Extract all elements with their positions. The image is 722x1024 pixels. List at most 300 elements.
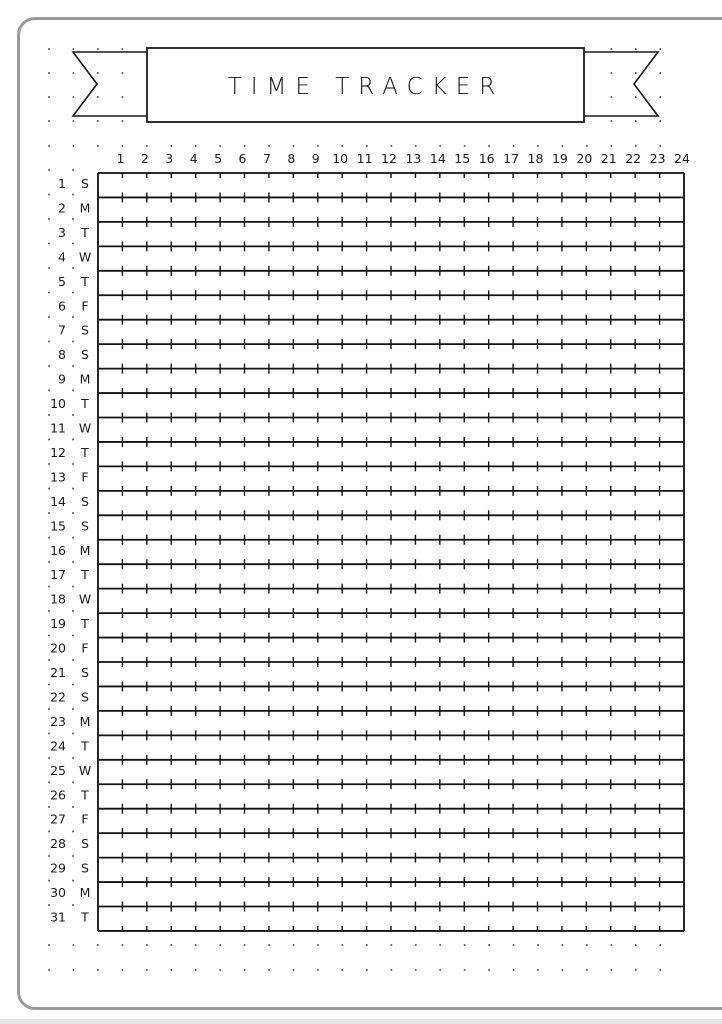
- hour-cell[interactable]: [196, 344, 220, 368]
- hour-cell[interactable]: [269, 271, 293, 295]
- hour-cell[interactable]: [415, 197, 439, 221]
- hour-cell[interactable]: [342, 711, 366, 735]
- hour-cell[interactable]: [342, 222, 366, 246]
- hour-cell[interactable]: [98, 222, 122, 246]
- hour-cell[interactable]: [318, 564, 342, 588]
- hour-cell[interactable]: [293, 369, 317, 393]
- hour-cell[interactable]: [269, 686, 293, 710]
- hour-cell[interactable]: [220, 907, 244, 931]
- hour-cell[interactable]: [538, 858, 562, 882]
- hour-cell[interactable]: [122, 173, 146, 197]
- hour-cell[interactable]: [415, 295, 439, 319]
- hour-cell[interactable]: [122, 613, 146, 637]
- hour-cell[interactable]: [660, 858, 684, 882]
- hour-cell[interactable]: [98, 540, 122, 564]
- hour-cell[interactable]: [293, 686, 317, 710]
- hour-cell[interactable]: [171, 271, 195, 295]
- hour-cell[interactable]: [513, 564, 537, 588]
- hour-cell[interactable]: [196, 589, 220, 613]
- hour-cell[interactable]: [318, 686, 342, 710]
- hour-cell[interactable]: [635, 662, 659, 686]
- hour-cell[interactable]: [489, 833, 513, 857]
- hour-cell[interactable]: [464, 809, 488, 833]
- hour-cell[interactable]: [586, 393, 610, 417]
- hour-cell[interactable]: [269, 589, 293, 613]
- hour-cell[interactable]: [318, 418, 342, 442]
- hour-cell[interactable]: [196, 369, 220, 393]
- hour-cell[interactable]: [245, 344, 269, 368]
- hour-cell[interactable]: [147, 295, 171, 319]
- hour-cell[interactable]: [513, 222, 537, 246]
- hour-cell[interactable]: [342, 442, 366, 466]
- hour-cell[interactable]: [611, 638, 635, 662]
- hour-cell[interactable]: [293, 711, 317, 735]
- hour-cell[interactable]: [245, 466, 269, 490]
- hour-cell[interactable]: [391, 222, 415, 246]
- hour-cell[interactable]: [98, 466, 122, 490]
- hour-cell[interactable]: [513, 393, 537, 417]
- hour-cell[interactable]: [464, 564, 488, 588]
- hour-cell[interactable]: [538, 564, 562, 588]
- hour-cell[interactable]: [98, 246, 122, 270]
- hour-cell[interactable]: [122, 858, 146, 882]
- hour-cell[interactable]: [635, 540, 659, 564]
- hour-cell[interactable]: [415, 735, 439, 759]
- hour-cell[interactable]: [196, 638, 220, 662]
- hour-cell[interactable]: [538, 246, 562, 270]
- hour-cell[interactable]: [269, 907, 293, 931]
- hour-cell[interactable]: [660, 418, 684, 442]
- hour-cell[interactable]: [440, 907, 464, 931]
- hour-cell[interactable]: [220, 662, 244, 686]
- hour-cell[interactable]: [318, 393, 342, 417]
- hour-cell[interactable]: [635, 833, 659, 857]
- hour-cell[interactable]: [489, 442, 513, 466]
- hour-cell[interactable]: [464, 686, 488, 710]
- hour-cell[interactable]: [391, 320, 415, 344]
- hour-cell[interactable]: [635, 882, 659, 906]
- hour-cell[interactable]: [635, 320, 659, 344]
- hour-cell[interactable]: [342, 173, 366, 197]
- hour-cell[interactable]: [171, 393, 195, 417]
- hour-cell[interactable]: [489, 466, 513, 490]
- hour-cell[interactable]: [367, 760, 391, 784]
- hour-cell[interactable]: [513, 735, 537, 759]
- hour-cell[interactable]: [635, 686, 659, 710]
- hour-cell[interactable]: [122, 809, 146, 833]
- hour-cell[interactable]: [196, 882, 220, 906]
- hour-cell[interactable]: [122, 784, 146, 808]
- hour-cell[interactable]: [293, 589, 317, 613]
- hour-cell[interactable]: [415, 271, 439, 295]
- hour-cell[interactable]: [513, 907, 537, 931]
- hour-cell[interactable]: [415, 540, 439, 564]
- hour-cell[interactable]: [98, 393, 122, 417]
- hour-cell[interactable]: [635, 809, 659, 833]
- hour-cell[interactable]: [196, 735, 220, 759]
- hour-cell[interactable]: [318, 442, 342, 466]
- hour-cell[interactable]: [562, 320, 586, 344]
- hour-cell[interactable]: [122, 222, 146, 246]
- hour-cell[interactable]: [367, 442, 391, 466]
- hour-cell[interactable]: [98, 442, 122, 466]
- hour-cell[interactable]: [611, 515, 635, 539]
- hour-cell[interactable]: [147, 491, 171, 515]
- hour-cell[interactable]: [586, 858, 610, 882]
- hour-cell[interactable]: [196, 295, 220, 319]
- hour-cell[interactable]: [586, 222, 610, 246]
- hour-cell[interactable]: [220, 686, 244, 710]
- hour-cell[interactable]: [171, 735, 195, 759]
- hour-cell[interactable]: [513, 197, 537, 221]
- hour-cell[interactable]: [245, 540, 269, 564]
- hour-cell[interactable]: [464, 271, 488, 295]
- hour-cell[interactable]: [513, 295, 537, 319]
- hour-cell[interactable]: [171, 320, 195, 344]
- hour-cell[interactable]: [196, 197, 220, 221]
- hour-cell[interactable]: [293, 784, 317, 808]
- hour-cell[interactable]: [415, 589, 439, 613]
- hour-cell[interactable]: [318, 344, 342, 368]
- hour-cell[interactable]: [562, 809, 586, 833]
- hour-cell[interactable]: [269, 882, 293, 906]
- hour-cell[interactable]: [586, 760, 610, 784]
- hour-cell[interactable]: [586, 907, 610, 931]
- hour-cell[interactable]: [342, 907, 366, 931]
- hour-cell[interactable]: [415, 564, 439, 588]
- hour-cell[interactable]: [660, 833, 684, 857]
- hour-cell[interactable]: [196, 222, 220, 246]
- hour-cell[interactable]: [391, 197, 415, 221]
- hour-cell[interactable]: [245, 246, 269, 270]
- hour-cell[interactable]: [269, 564, 293, 588]
- hour-cell[interactable]: [635, 295, 659, 319]
- hour-cell[interactable]: [660, 515, 684, 539]
- hour-cell[interactable]: [318, 222, 342, 246]
- hour-cell[interactable]: [538, 784, 562, 808]
- hour-cell[interactable]: [245, 564, 269, 588]
- hour-cell[interactable]: [98, 809, 122, 833]
- hour-cell[interactable]: [171, 197, 195, 221]
- hour-cell[interactable]: [98, 491, 122, 515]
- hour-cell[interactable]: [245, 686, 269, 710]
- hour-cell[interactable]: [611, 686, 635, 710]
- hour-cell[interactable]: [586, 540, 610, 564]
- hour-cell[interactable]: [147, 442, 171, 466]
- hour-cell[interactable]: [464, 344, 488, 368]
- hour-cell[interactable]: [489, 589, 513, 613]
- hour-cell[interactable]: [391, 662, 415, 686]
- hour-cell[interactable]: [440, 320, 464, 344]
- hour-cell[interactable]: [660, 393, 684, 417]
- hour-cell[interactable]: [635, 418, 659, 442]
- hour-cell[interactable]: [440, 418, 464, 442]
- hour-cell[interactable]: [318, 173, 342, 197]
- hour-cell[interactable]: [415, 809, 439, 833]
- hour-cell[interactable]: [489, 858, 513, 882]
- hour-cell[interactable]: [293, 442, 317, 466]
- hour-cell[interactable]: [415, 173, 439, 197]
- hour-cell[interactable]: [269, 809, 293, 833]
- hour-cell[interactable]: [586, 320, 610, 344]
- hour-cell[interactable]: [538, 418, 562, 442]
- hour-cell[interactable]: [220, 393, 244, 417]
- hour-cell[interactable]: [122, 589, 146, 613]
- hour-cell[interactable]: [635, 515, 659, 539]
- hour-cell[interactable]: [391, 540, 415, 564]
- hour-cell[interactable]: [538, 613, 562, 637]
- hour-cell[interactable]: [171, 222, 195, 246]
- hour-cell[interactable]: [391, 907, 415, 931]
- hour-cell[interactable]: [440, 393, 464, 417]
- hour-cell[interactable]: [391, 246, 415, 270]
- hour-cell[interactable]: [415, 369, 439, 393]
- hour-cell[interactable]: [245, 515, 269, 539]
- hour-cell[interactable]: [122, 295, 146, 319]
- hour-cell[interactable]: [586, 442, 610, 466]
- hour-cell[interactable]: [586, 735, 610, 759]
- hour-cell[interactable]: [440, 760, 464, 784]
- hour-cell[interactable]: [440, 344, 464, 368]
- hour-cell[interactable]: [440, 613, 464, 637]
- hour-cell[interactable]: [489, 882, 513, 906]
- hour-cell[interactable]: [415, 393, 439, 417]
- hour-cell[interactable]: [342, 369, 366, 393]
- hour-cell[interactable]: [367, 540, 391, 564]
- hour-cell[interactable]: [171, 760, 195, 784]
- hour-cell[interactable]: [611, 564, 635, 588]
- hour-cell[interactable]: [660, 295, 684, 319]
- hour-cell[interactable]: [220, 760, 244, 784]
- hour-cell[interactable]: [98, 197, 122, 221]
- hour-cell[interactable]: [342, 466, 366, 490]
- hour-cell[interactable]: [562, 760, 586, 784]
- hour-cell[interactable]: [464, 393, 488, 417]
- hour-cell[interactable]: [147, 418, 171, 442]
- hour-cell[interactable]: [489, 662, 513, 686]
- hour-cell[interactable]: [367, 711, 391, 735]
- hour-cell[interactable]: [147, 784, 171, 808]
- hour-cell[interactable]: [293, 613, 317, 637]
- hour-cell[interactable]: [660, 442, 684, 466]
- hour-cell[interactable]: [660, 197, 684, 221]
- hour-cell[interactable]: [538, 686, 562, 710]
- hour-cell[interactable]: [586, 369, 610, 393]
- hour-cell[interactable]: [660, 271, 684, 295]
- hour-cell[interactable]: [342, 809, 366, 833]
- hour-cell[interactable]: [660, 711, 684, 735]
- hour-cell[interactable]: [171, 442, 195, 466]
- hour-cell[interactable]: [171, 662, 195, 686]
- hour-cell[interactable]: [367, 638, 391, 662]
- hour-cell[interactable]: [147, 540, 171, 564]
- hour-cell[interactable]: [147, 638, 171, 662]
- hour-cell[interactable]: [415, 515, 439, 539]
- hour-cell[interactable]: [538, 491, 562, 515]
- hour-cell[interactable]: [122, 197, 146, 221]
- hour-cell[interactable]: [293, 271, 317, 295]
- hour-cell[interactable]: [586, 173, 610, 197]
- hour-cell[interactable]: [415, 638, 439, 662]
- hour-cell[interactable]: [196, 760, 220, 784]
- hour-cell[interactable]: [513, 466, 537, 490]
- hour-cell[interactable]: [245, 784, 269, 808]
- hour-cell[interactable]: [415, 442, 439, 466]
- hour-cell[interactable]: [147, 320, 171, 344]
- hour-cell[interactable]: [611, 760, 635, 784]
- hour-cell[interactable]: [464, 418, 488, 442]
- hour-cell[interactable]: [611, 442, 635, 466]
- hour-cell[interactable]: [293, 515, 317, 539]
- hour-cell[interactable]: [513, 638, 537, 662]
- hour-cell[interactable]: [513, 442, 537, 466]
- hour-cell[interactable]: [122, 393, 146, 417]
- hour-cell[interactable]: [318, 858, 342, 882]
- hour-cell[interactable]: [367, 418, 391, 442]
- hour-cell[interactable]: [391, 466, 415, 490]
- hour-cell[interactable]: [440, 686, 464, 710]
- hour-cell[interactable]: [415, 344, 439, 368]
- hour-cell[interactable]: [513, 491, 537, 515]
- hour-cell[interactable]: [538, 589, 562, 613]
- hour-cell[interactable]: [122, 442, 146, 466]
- hour-cell[interactable]: [586, 197, 610, 221]
- hour-cell[interactable]: [440, 369, 464, 393]
- hour-cell[interactable]: [440, 197, 464, 221]
- hour-cell[interactable]: [245, 638, 269, 662]
- hour-cell[interactable]: [318, 320, 342, 344]
- hour-cell[interactable]: [611, 222, 635, 246]
- hour-cell[interactable]: [513, 858, 537, 882]
- hour-cell[interactable]: [391, 271, 415, 295]
- hour-cell[interactable]: [611, 246, 635, 270]
- hour-cell[interactable]: [660, 882, 684, 906]
- hour-cell[interactable]: [98, 515, 122, 539]
- hour-grid[interactable]: [98, 173, 684, 931]
- hour-cell[interactable]: [269, 662, 293, 686]
- hour-cell[interactable]: [342, 515, 366, 539]
- hour-cell[interactable]: [586, 638, 610, 662]
- hour-cell[interactable]: [611, 173, 635, 197]
- hour-cell[interactable]: [220, 197, 244, 221]
- hour-cell[interactable]: [196, 686, 220, 710]
- hour-cell[interactable]: [147, 466, 171, 490]
- hour-cell[interactable]: [98, 418, 122, 442]
- hour-cell[interactable]: [538, 833, 562, 857]
- hour-cell[interactable]: [586, 515, 610, 539]
- hour-cell[interactable]: [513, 246, 537, 270]
- hour-cell[interactable]: [489, 173, 513, 197]
- hour-cell[interactable]: [391, 418, 415, 442]
- hour-cell[interactable]: [391, 173, 415, 197]
- hour-cell[interactable]: [147, 760, 171, 784]
- hour-cell[interactable]: [660, 222, 684, 246]
- hour-cell[interactable]: [269, 222, 293, 246]
- hour-cell[interactable]: [635, 369, 659, 393]
- hour-cell[interactable]: [293, 295, 317, 319]
- hour-cell[interactable]: [220, 271, 244, 295]
- hour-cell[interactable]: [586, 589, 610, 613]
- hour-cell[interactable]: [635, 491, 659, 515]
- hour-cell[interactable]: [98, 735, 122, 759]
- hour-cell[interactable]: [318, 735, 342, 759]
- hour-cell[interactable]: [245, 760, 269, 784]
- hour-cell[interactable]: [367, 589, 391, 613]
- hour-cell[interactable]: [391, 882, 415, 906]
- hour-cell[interactable]: [611, 491, 635, 515]
- hour-cell[interactable]: [342, 589, 366, 613]
- hour-cell[interactable]: [293, 393, 317, 417]
- hour-cell[interactable]: [171, 173, 195, 197]
- hour-cell[interactable]: [586, 418, 610, 442]
- hour-cell[interactable]: [293, 882, 317, 906]
- hour-cell[interactable]: [538, 638, 562, 662]
- hour-cell[interactable]: [415, 418, 439, 442]
- hour-cell[interactable]: [562, 271, 586, 295]
- hour-cell[interactable]: [562, 295, 586, 319]
- hour-cell[interactable]: [611, 858, 635, 882]
- hour-cell[interactable]: [440, 442, 464, 466]
- hour-cell[interactable]: [342, 418, 366, 442]
- hour-cell[interactable]: [293, 540, 317, 564]
- hour-cell[interactable]: [98, 173, 122, 197]
- hour-cell[interactable]: [196, 466, 220, 490]
- hour-cell[interactable]: [367, 197, 391, 221]
- hour-cell[interactable]: [293, 491, 317, 515]
- hour-cell[interactable]: [318, 491, 342, 515]
- hour-cell[interactable]: [489, 295, 513, 319]
- hour-cell[interactable]: [538, 540, 562, 564]
- hour-cell[interactable]: [586, 295, 610, 319]
- hour-cell[interactable]: [464, 246, 488, 270]
- hour-cell[interactable]: [147, 589, 171, 613]
- hour-cell[interactable]: [171, 613, 195, 637]
- hour-cell[interactable]: [611, 271, 635, 295]
- hour-cell[interactable]: [147, 613, 171, 637]
- hour-cell[interactable]: [538, 344, 562, 368]
- hour-cell[interactable]: [367, 466, 391, 490]
- hour-cell[interactable]: [342, 491, 366, 515]
- hour-cell[interactable]: [440, 295, 464, 319]
- hour-cell[interactable]: [245, 173, 269, 197]
- hour-cell[interactable]: [269, 295, 293, 319]
- hour-cell[interactable]: [122, 638, 146, 662]
- hour-cell[interactable]: [464, 638, 488, 662]
- hour-cell[interactable]: [464, 711, 488, 735]
- hour-cell[interactable]: [220, 564, 244, 588]
- hour-cell[interactable]: [293, 809, 317, 833]
- hour-cell[interactable]: [196, 442, 220, 466]
- hour-cell[interactable]: [660, 809, 684, 833]
- hour-cell[interactable]: [611, 882, 635, 906]
- hour-cell[interactable]: [538, 442, 562, 466]
- hour-cell[interactable]: [440, 466, 464, 490]
- hour-cell[interactable]: [367, 858, 391, 882]
- hour-cell[interactable]: [660, 466, 684, 490]
- hour-cell[interactable]: [293, 173, 317, 197]
- hour-cell[interactable]: [269, 466, 293, 490]
- hour-cell[interactable]: [147, 246, 171, 270]
- hour-cell[interactable]: [611, 540, 635, 564]
- hour-cell[interactable]: [122, 418, 146, 442]
- hour-cell[interactable]: [171, 686, 195, 710]
- hour-cell[interactable]: [464, 515, 488, 539]
- hour-cell[interactable]: [635, 246, 659, 270]
- hour-cell[interactable]: [122, 907, 146, 931]
- hour-cell[interactable]: [245, 271, 269, 295]
- hour-cell[interactable]: [660, 246, 684, 270]
- hour-cell[interactable]: [318, 833, 342, 857]
